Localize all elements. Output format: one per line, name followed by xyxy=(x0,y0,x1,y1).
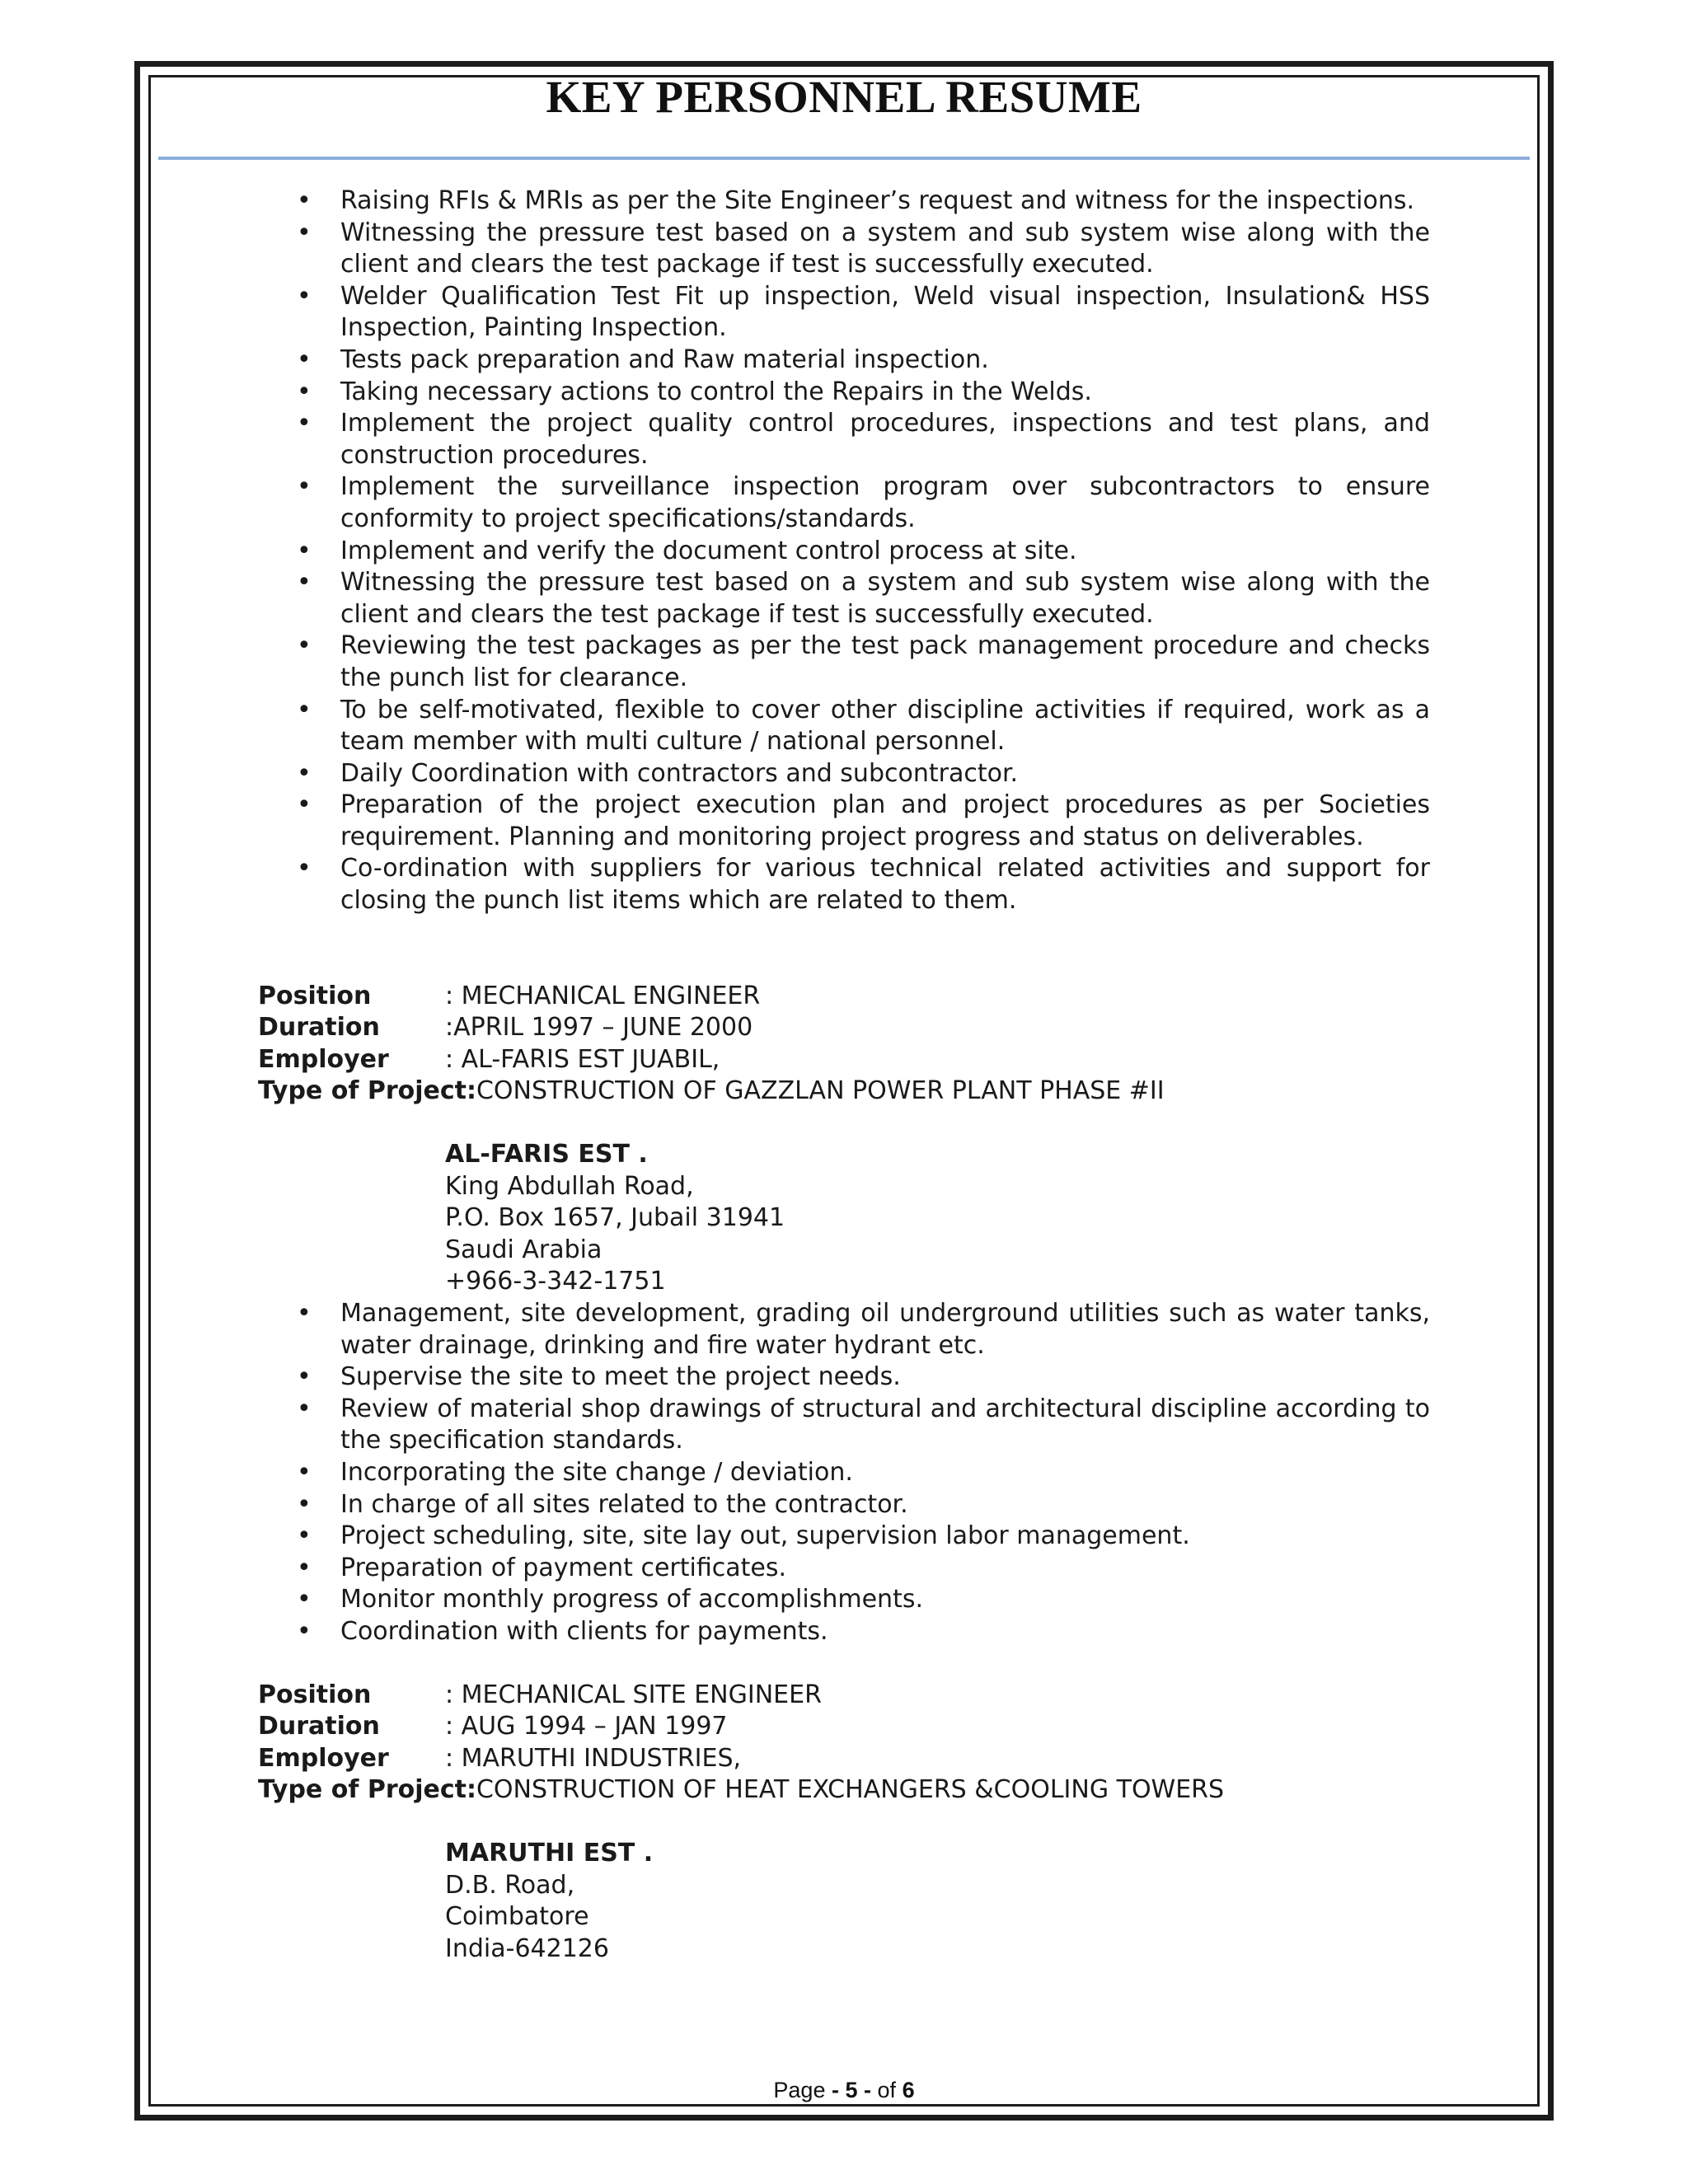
list-item: • To be self-motivated, flexible to cover other discipline activities if required, work as a team member with multi culture / national personnel. xyxy=(258,695,1430,758)
address-line: Coimbatore xyxy=(445,1902,589,1932)
address-line: King Abdullah Road, xyxy=(445,1171,694,1201)
list-item: • Review of material shop drawings of structural and architectural discipline according to the specification standards. xyxy=(258,1394,1430,1457)
job-details-1 xyxy=(258,981,1430,1108)
address-line: Saudi Arabia xyxy=(445,1235,603,1264)
list-item: • Daily Coordination with contractors and subcontractor. xyxy=(258,758,1430,790)
employer-label: Employer xyxy=(258,1044,389,1074)
list-item: • Monitor monthly progress of accomplishments. xyxy=(258,1584,1430,1616)
employer-address-2 xyxy=(258,1838,1430,1965)
list-item: • Co-ordination with suppliers for various technical related activities and support for closing the punch list items which are related to them. xyxy=(258,853,1430,916)
employer-value: : MARUTHI INDUSTRIES, xyxy=(445,1743,742,1773)
list-item: • Project scheduling, site, site lay out, supervision labor management. xyxy=(258,1521,1430,1553)
list-item: • Taking necessary actions to control the Repairs in the Welds. xyxy=(258,377,1430,409)
list-item: • Coordination with clients for payments. xyxy=(258,1616,1430,1648)
employer-value: : AL-FARIS EST JUABIL, xyxy=(445,1044,720,1074)
address-line: India-642126 xyxy=(445,1933,609,1963)
duration-value: :APRIL 1997 – JUNE 2000 xyxy=(445,1013,753,1043)
list-item: • Preparation of the project execution plan and project procedures as per Societies requirement. Planning and monitoring project progress and status on deliverables. xyxy=(258,790,1430,853)
company-name: MARUTHI EST . xyxy=(445,1838,654,1868)
duties-list xyxy=(258,185,1430,917)
page-number-footer xyxy=(0,2078,1688,2103)
page-word: Page xyxy=(773,2078,826,2102)
duration-label: Duration xyxy=(258,1013,380,1043)
list-item: • Tests pack preparation and Raw material inspection. xyxy=(258,344,1430,377)
position-value: : MECHANICAL SITE ENGINEER xyxy=(445,1680,822,1709)
job1-duties-list xyxy=(258,1298,1430,1648)
list-item: • Management, site development, grading oil underground utilities such as water tanks, water drainage, drinking and fire water hydrant etc. xyxy=(258,1298,1430,1361)
job-details-2 xyxy=(258,1680,1430,1807)
list-item: • Supervise the site to meet the project needs. xyxy=(258,1361,1430,1394)
position-value: : MECHANICAL ENGINEER xyxy=(445,981,761,1010)
list-item: • Welder Qualification Test Fit up inspection, Weld visual inspection, Insulation& HSS Inspection, Painting Inspection. xyxy=(258,281,1430,344)
current-page: - 5 - xyxy=(831,2078,871,2102)
project-type-label: Type of Project: xyxy=(258,1076,476,1106)
list-item: • In charge of all sites related to the contractor. xyxy=(258,1489,1430,1521)
list-item: • Witnessing the pressure test based on a system and sub system wise along with the client and clears the test package if test is successfully executed. xyxy=(258,218,1430,281)
list-item: • Witnessing the pressure test based on a system and sub system wise along with the client and clears the test package if test is successfully executed. xyxy=(258,567,1430,630)
duration-label: Duration xyxy=(258,1712,380,1741)
of-word: of xyxy=(877,2078,897,2102)
company-name: AL-FARIS EST . xyxy=(445,1140,648,1169)
list-item: • Implement the surveillance inspection program over subcontractors to ensure conformity to project specifications/standards. xyxy=(258,471,1430,535)
total-pages: 6 xyxy=(902,2078,915,2102)
list-item: • Implement the project quality control procedures, inspections and test plans, and construction procedures. xyxy=(258,408,1430,471)
list-item: • Implement and verify the document control process at site. xyxy=(258,536,1430,568)
address-line: D.B. Road, xyxy=(445,1870,575,1900)
position-label: Position xyxy=(258,1680,372,1709)
project-type-value: CONSTRUCTION OF HEAT EXCHANGERS &COOLING TOWERS xyxy=(476,1775,1225,1805)
list-item: • Raising RFIs & MRIs as per the Site Engineer’s request and witness for the inspections. xyxy=(258,185,1430,218)
address-line: P.O. Box 1657, Jubail 31941 xyxy=(445,1203,785,1233)
project-type-label: Type of Project: xyxy=(258,1775,476,1805)
position-label: Position xyxy=(258,981,372,1010)
employer-label: Employer xyxy=(258,1743,389,1773)
list-item: • Reviewing the test packages as per the test pack management procedure and checks the punch list for clearance. xyxy=(258,630,1430,694)
resume-content xyxy=(258,185,1430,1965)
phone-number: +966-3-342-1751 xyxy=(445,1267,666,1296)
list-item: • Incorporating the site change / deviation. xyxy=(258,1457,1430,1489)
title-divider xyxy=(158,157,1530,160)
duration-value: : AUG 1994 – JAN 1997 xyxy=(445,1712,728,1741)
project-type-value: CONSTRUCTION OF GAZZLAN POWER PLANT PHASE #II xyxy=(476,1076,1165,1106)
employer-address-1 xyxy=(258,1139,1430,1298)
list-item: • Preparation of payment certificates. xyxy=(258,1553,1430,1585)
document-title: KEY PERSONNEL RESUME xyxy=(546,72,1142,122)
